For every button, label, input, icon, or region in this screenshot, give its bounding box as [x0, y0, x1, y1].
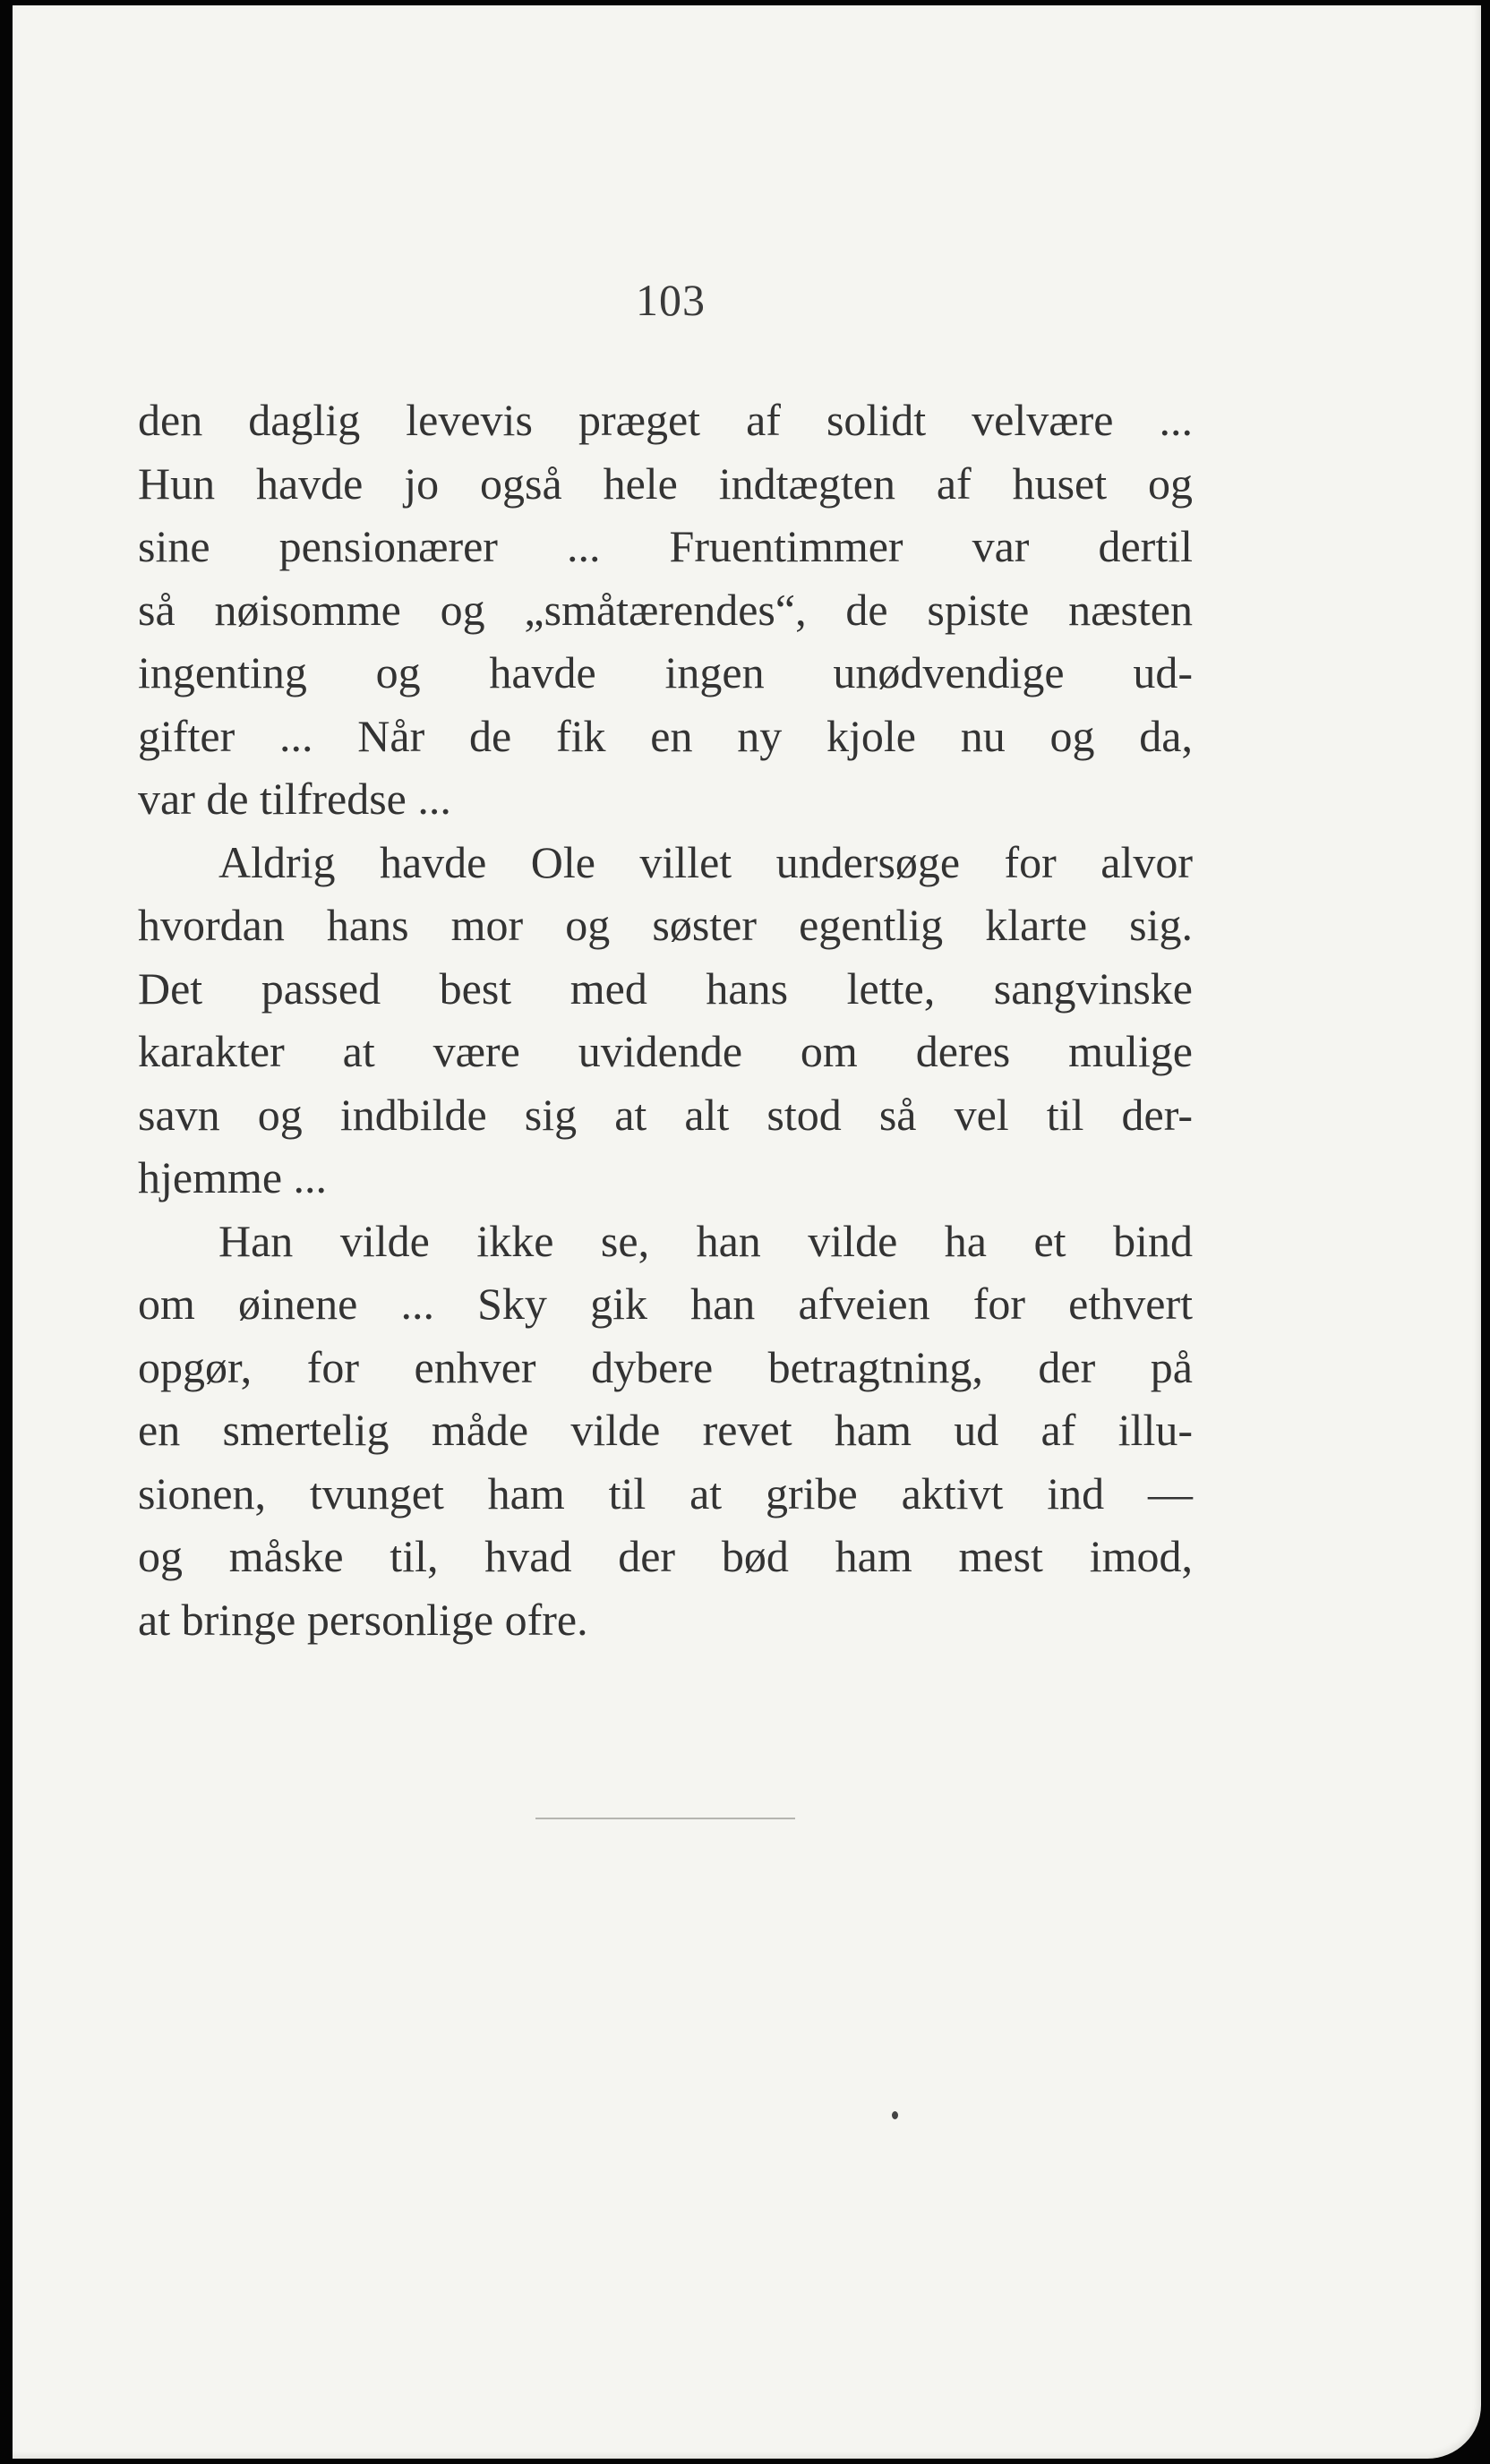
end-rule [535, 1818, 795, 1819]
text-line: ingenting og havde ingen unødvendige ud- [138, 647, 1193, 697]
text-line: karakter at være uvidende om deres mulige [138, 1026, 1193, 1076]
text-line: og måske til, hvad der bød ham mest imod, [138, 1531, 1193, 1581]
text-line: sionen, tvunget ham til at gribe aktivt ind — [138, 1467, 1193, 1519]
text-line: at bringe personlige ofre. [138, 1594, 588, 1645]
page-number: 103 [636, 275, 706, 325]
text-line: opgør, for enhver dybere betragtning, der på [138, 1341, 1193, 1392]
book-page [13, 5, 1481, 2459]
body-text [138, 389, 1193, 1651]
text-line: Aldrig havde Ole villet undersøge for alvor [218, 836, 1193, 887]
text-line: Det passed best med hans lette, sangvinske [138, 962, 1193, 1014]
text-line: hvordan hans mor og søster egentlig klarte sig. [138, 900, 1193, 950]
text-line: var de tilfredse ... [138, 774, 451, 824]
text-line: hjemme ... [138, 1152, 328, 1202]
text-line: så nøisomme og „småtærendes“, de spiste næsten [138, 584, 1193, 635]
text-line: en smertelig måde vilde revet ham ud af illu- [138, 1405, 1193, 1455]
ink-speck [892, 2111, 898, 2119]
text-line: Hun havde jo også hele indtægten af huset og [138, 458, 1193, 509]
text-line: om øinene ... Sky gik han afveien for ethvert [138, 1279, 1193, 1329]
text-line: Han vilde ikke se, han vilde ha et bind [218, 1215, 1193, 1266]
text-line: den daglig levevis præget af solidt velvære ... [138, 395, 1193, 445]
text-line: gifter ... Når de fik en ny kjole nu og da, [138, 710, 1193, 761]
text-line: sine pensionærer ... Fruentimmer var dertil [138, 521, 1193, 571]
text-line: savn og indbilde sig at alt stod så vel til der- [138, 1089, 1193, 1140]
